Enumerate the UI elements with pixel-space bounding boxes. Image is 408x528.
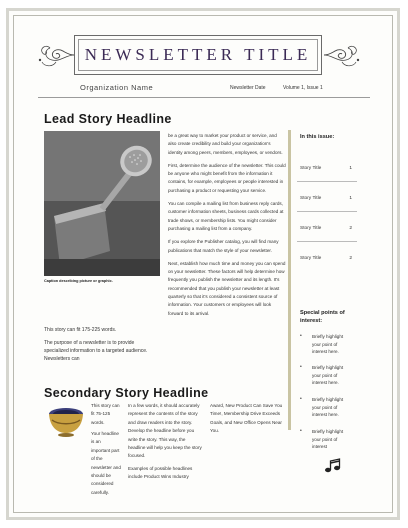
watering-can-photo — [44, 131, 160, 276]
secondary-paragraph: In a few words, it should accurately represent the contents of the story and draw readers into the story. Develop the headline before you write the story. This way, the headline will help you keep the story focused. — [128, 403, 202, 459]
left-flourish-ornament — [36, 38, 76, 72]
toc-row[interactable] — [300, 166, 352, 171]
bullet-point: • Briefly highlight your point of interest here. — [300, 364, 344, 385]
in-this-issue-heading: In this issue: — [300, 134, 335, 140]
toc-page: 2 — [349, 226, 352, 231]
right-flourish-ornament — [322, 38, 362, 72]
special-points-heading: Special points of interest: — [300, 310, 345, 324]
toc-title: Story Title — [300, 256, 322, 261]
secondary-col2 — [128, 402, 203, 486]
lead-story-headline: Lead Story Headline — [44, 112, 172, 126]
lead-paragraph: First, determine the audience of the newsletter. This could be anyone who might benefit from the information it contains, for example, employees or people interested in purchasing a product or requesting your service. — [168, 162, 286, 193]
toc-page: 2 — [349, 256, 352, 261]
toc-divider — [297, 211, 357, 212]
bullet-point: • Briefly highlight your point of interest here. — [300, 333, 344, 354]
sidebar-rule — [288, 130, 291, 430]
secondary-paragraph: Examples of possible headlines include Product Wins Industry — [128, 465, 193, 480]
lead-left-paragraph: The purpose of a newsletter is to provide specialized information to a targeted audience. Newsletters can — [44, 340, 148, 362]
photo-caption: Caption describing picture or graphic. — [44, 279, 113, 283]
toc-divider — [297, 241, 357, 242]
secondary-col3: Award, New Product Can Save You Time!, Membership Drive Exceeds Goals, and New Office Opens Near You. — [210, 403, 283, 434]
lead-paragraph: Next, establish how much time and money you can spend on your newsletter. These factors will help determine how frequently you publish the newsletter and its length. It's recommended that you publish your newsletter at least quarterly so that it's considered a consistent source of information. Your customers or employees will look forward to its arrival. — [168, 260, 286, 316]
bowl-photo — [46, 404, 86, 438]
music-notes-icon — [324, 458, 342, 474]
secondary-col1-top: This story can fit 75-125 words. — [91, 403, 120, 425]
toc-title: Story Title — [300, 166, 322, 171]
volume-issue: Volume 1, Issue 1 — [283, 85, 323, 91]
masthead-title-box — [74, 35, 322, 75]
lead-paragraph: If you explore the Publisher catalog, you will find many publications that match the style of your newsletter. — [168, 239, 279, 253]
organization-name: Organization Name — [80, 83, 154, 92]
secondary-col1-mid: Your headline is an important part of the newsletter and should be considered carefully. — [91, 431, 121, 495]
bullet-point: • Briefly highlight your point of interest — [300, 428, 344, 449]
bullet-icon: • — [300, 333, 302, 339]
bullet-point: • Briefly highlight your point of interest here. — [300, 396, 344, 417]
toc-row[interactable] — [300, 256, 352, 261]
lead-paragraph: be a great way to market your product or service, and also create credibility and build your organization's identity among peers, members, employees, or vendors. — [168, 133, 283, 155]
toc-title: Story Title — [300, 226, 322, 231]
newsletter-date: Newsletter Date — [230, 85, 266, 91]
bullet-icon: • — [300, 396, 302, 402]
bullet-icon: • — [300, 364, 302, 370]
watering-can-illustration — [44, 131, 160, 276]
toc-page: 1 — [349, 166, 352, 171]
lead-right-column — [168, 132, 286, 323]
newsletter-title: NEWSLETTER TITLE — [84, 45, 312, 64]
bullet-icon: • — [300, 428, 302, 434]
toc-title: Story Title — [300, 196, 322, 201]
toc-page: 1 — [349, 196, 352, 201]
lead-left-paragraph: This story can fit 175-225 words. — [44, 327, 117, 333]
toc-row[interactable] — [300, 196, 352, 201]
masthead-divider — [38, 97, 370, 98]
toc-divider — [297, 181, 357, 182]
toc-row[interactable] — [300, 226, 352, 231]
secondary-story-headline: Secondary Story Headline — [44, 386, 209, 400]
lead-paragraph: You can compile a mailing list from business reply cards, customer information sheets, business cards collected at trade shows, or membership lists. You might consider purchasing a mailing list from a company. — [168, 201, 284, 231]
